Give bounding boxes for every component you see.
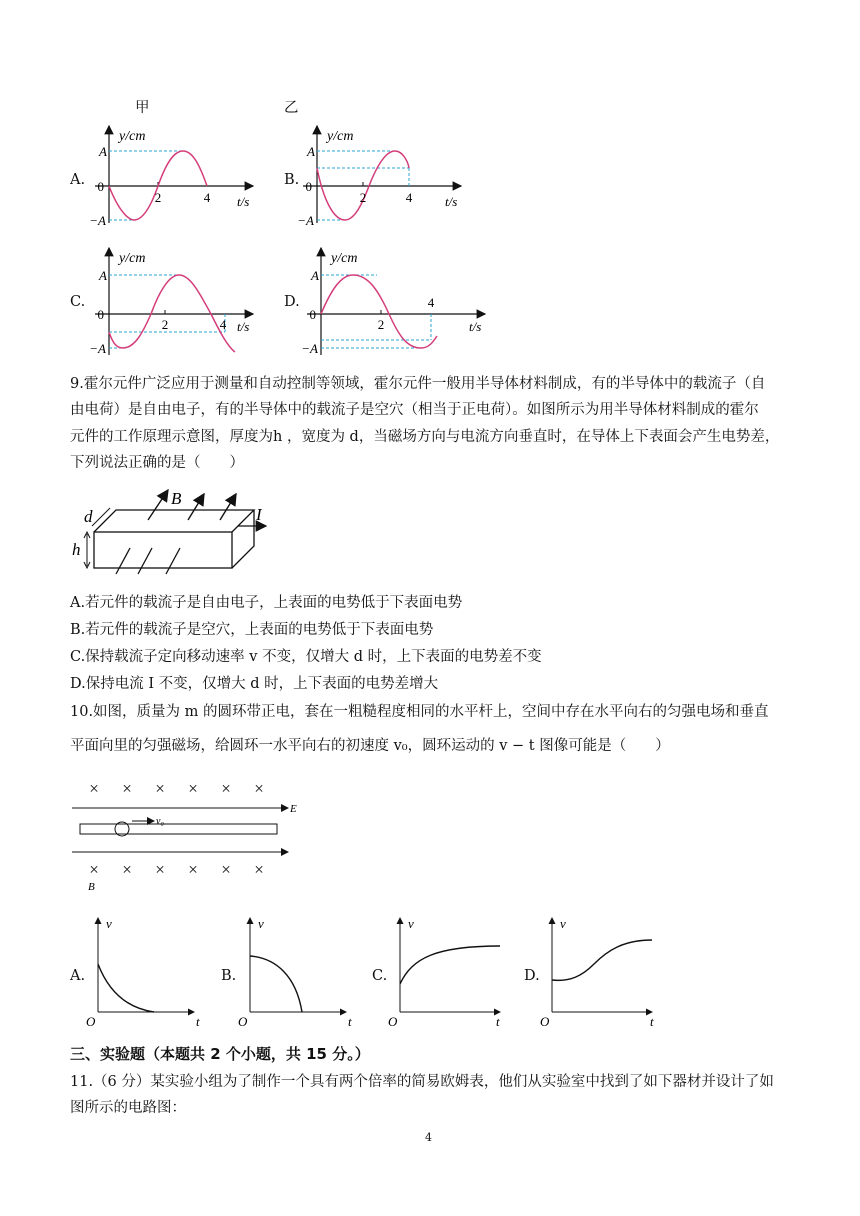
section-heading: 三、实验题（本题共 2 个小题，共 15 分。） xyxy=(70,1045,370,1063)
svg-text:×: × xyxy=(221,779,231,798)
svg-text:v: v xyxy=(560,916,566,931)
ring-on-rod-figure xyxy=(70,774,300,894)
svg-text:×: × xyxy=(89,779,99,798)
q8-option-b-letter[interactable]: B. xyxy=(284,172,300,188)
svg-text:−A: −A xyxy=(89,341,106,356)
label-yi: 乙 xyxy=(284,100,299,116)
svg-text:A: A xyxy=(99,268,107,283)
q9-option-d[interactable]: D.保持电流 I 不变，仅增大 d 时，上下表面的电势差增大 xyxy=(70,676,439,692)
label-jia: 甲 xyxy=(135,100,150,116)
svg-text:×: × xyxy=(221,860,231,879)
neg-amp-label: −A xyxy=(89,213,106,228)
svg-text:v: v xyxy=(258,916,264,931)
svg-text:A: A xyxy=(311,268,319,283)
page-number: 4 xyxy=(425,1131,432,1144)
svg-text:t/s: t/s xyxy=(445,194,458,209)
x-axis-label: t/s xyxy=(237,194,250,209)
svg-text:O: O xyxy=(540,1014,550,1029)
d-label: d xyxy=(84,507,93,526)
svg-text:y/cm: y/cm xyxy=(119,251,146,266)
q10-line-1: 10.如图，质量为 m 的圆环带正电，套在一粗糙程度相同的水平杆上，空间中存在水平向右的匀强电场和垂直 xyxy=(70,704,769,720)
y-axis-label: y/cm xyxy=(119,129,146,144)
svg-text:0: 0 xyxy=(305,179,312,194)
svg-text:0: 0 xyxy=(97,307,104,322)
svg-text:O: O xyxy=(388,1014,398,1029)
q8-graph-d xyxy=(297,240,497,362)
svg-text:×: × xyxy=(188,779,198,798)
q8-graph-c xyxy=(85,240,265,362)
q10-graph-b xyxy=(238,912,358,1028)
b-label: B xyxy=(171,489,182,508)
svg-text:2: 2 xyxy=(161,317,169,332)
q10-option-d-letter[interactable]: D. xyxy=(524,968,540,984)
hall-element-figure xyxy=(70,486,280,582)
q10-line-2: 平面向里的匀强磁场，给圆环一水平向右的初速度 v₀，圆环运动的 v − t 图像可能是（ ） xyxy=(70,738,670,754)
e-label: E xyxy=(290,803,297,815)
svg-text:t: t xyxy=(196,1014,200,1029)
svg-text:y/cm: y/cm xyxy=(331,251,358,266)
svg-text:t: t xyxy=(650,1014,654,1029)
q8-option-d-letter[interactable]: D. xyxy=(284,294,300,310)
svg-text:t/s: t/s xyxy=(469,319,482,334)
tick-2: 2 xyxy=(154,190,162,205)
svg-text:t/s: t/s xyxy=(237,319,250,334)
svg-text:×: × xyxy=(89,860,99,879)
svg-text:4: 4 xyxy=(219,317,227,332)
q8-graph-b xyxy=(293,118,473,238)
tick-4: 4 xyxy=(203,190,211,205)
svg-text:4: 4 xyxy=(405,190,413,205)
h-label: h xyxy=(72,540,81,559)
svg-text:2: 2 xyxy=(377,317,385,332)
svg-text:t: t xyxy=(348,1014,352,1029)
q10-option-a-letter[interactable]: A. xyxy=(70,968,86,984)
svg-text:×: × xyxy=(188,860,198,879)
q8-option-c-letter[interactable]: C. xyxy=(70,294,86,310)
b-label: B xyxy=(88,881,95,893)
svg-text:4: 4 xyxy=(427,295,435,310)
svg-text:−A: −A xyxy=(297,213,314,228)
svg-text:×: × xyxy=(155,860,165,879)
q9-line-2: 由电荷）是自由电子，有的半导体中的载流子是空穴（相当于正电荷）。如图所示为用半导体材料制成的霍尔 xyxy=(70,402,759,418)
svg-text:t: t xyxy=(496,1014,500,1029)
q10-graph-a xyxy=(86,912,206,1028)
svg-text:O: O xyxy=(238,1014,248,1029)
q9-option-b[interactable]: B.若元件的载流子是空穴，上表面的电势低于下表面电势 xyxy=(70,622,434,638)
amp-label: A xyxy=(99,144,107,159)
svg-text:y/cm: y/cm xyxy=(327,129,354,144)
q11-line-2: 图所示的电路图： xyxy=(70,1100,186,1116)
svg-text:v: v xyxy=(106,916,112,931)
svg-text:O: O xyxy=(86,1014,96,1029)
q9-line-3: 元件的工作原理示意图，厚度为h ，宽度为 d，当磁场方向与电流方向垂直时，在导体上下表面会产生电势差， xyxy=(70,429,780,445)
q10-graph-d xyxy=(540,912,664,1028)
svg-text:×: × xyxy=(155,779,165,798)
svg-text:×: × xyxy=(122,779,132,798)
q8-option-a-letter[interactable]: A. xyxy=(70,172,86,188)
q9-option-c[interactable]: C.保持载流子定向移动速率 v 不变，仅增大 d 时，上下表面的电势差不变 xyxy=(70,649,542,665)
q9-line-1: 9.霍尔元件广泛应用于测量和自动控制等领域，霍尔元件一般用半导体材料制成，有的半导体中的载流子（自 xyxy=(70,376,766,392)
v0-label: v₀ xyxy=(156,816,164,827)
q11-line-1: 11.（6 分）某实验小组为了制作一个具有两个倍率的简易欧姆表，他们从实验室中找到了如下器材并设计了如 xyxy=(70,1074,774,1090)
svg-text:A: A xyxy=(307,144,315,159)
svg-text:v: v xyxy=(408,916,414,931)
q9-option-a[interactable]: A.若元件的载流子是自由电子，上表面的电势低于下表面电势 xyxy=(70,595,463,611)
q9-line-4: 下列说法正确的是（ ） xyxy=(70,455,244,471)
svg-text:×: × xyxy=(254,779,264,798)
svg-text:×: × xyxy=(254,860,264,879)
svg-text:0: 0 xyxy=(309,307,316,322)
svg-text:−A: −A xyxy=(301,341,318,356)
svg-text:2: 2 xyxy=(359,190,367,205)
i-label: I xyxy=(256,505,262,524)
q10-graph-c xyxy=(388,912,512,1028)
q8-graph-a xyxy=(85,118,265,238)
zero-label: 0 xyxy=(97,179,104,194)
svg-text:×: × xyxy=(122,860,132,879)
q10-option-b-letter[interactable]: B. xyxy=(221,968,237,984)
q10-option-c-letter[interactable]: C. xyxy=(372,968,388,984)
